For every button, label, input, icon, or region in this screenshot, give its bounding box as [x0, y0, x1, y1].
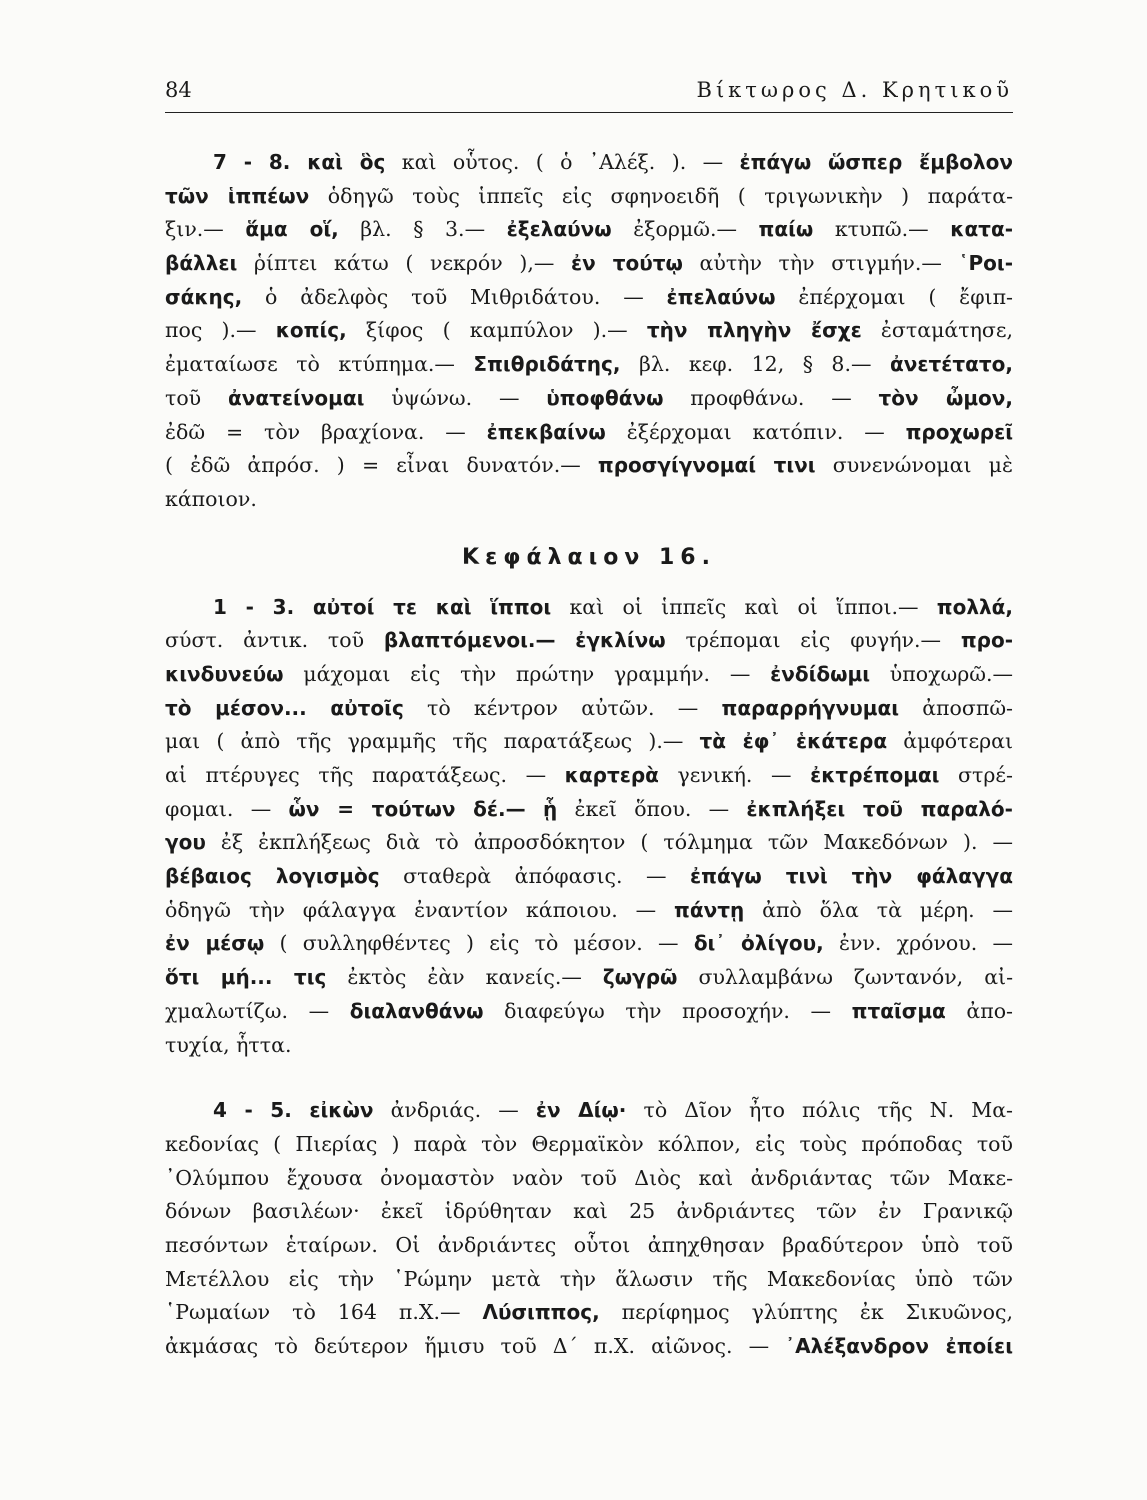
text-line: [165, 961, 1013, 995]
gloss: ἐπέρχομαι ( ἔφιπ-: [775, 284, 1013, 309]
text-line: [165, 1094, 1013, 1128]
commentary-section-4-5: [165, 1094, 1013, 1364]
lemma: ἐγκλίνω: [575, 628, 666, 653]
gloss: ἀκμάσας τὸ δεύτερον ἥμισυ τοῦ Δ΄ π.Χ. αἰῶνος. —: [165, 1334, 786, 1358]
gloss: ἐξορμῶ.—: [611, 217, 759, 242]
text-line: [165, 281, 1013, 315]
gloss: ἐξέρχομαι κατόπιν. —: [605, 419, 906, 444]
text-line: [165, 624, 1013, 658]
gloss: ἐματαίωσε τὸ κτύπημα.—: [165, 352, 474, 377]
gloss: σταθερὰ ἀπόφασις. —: [379, 864, 691, 889]
gloss: κεδονίας ( Πιερίας ) παρὰ τὸν Θερμαϊκὸν κόλπον, εἰς τοὺς πρόποδας τοῦ: [165, 1131, 1013, 1156]
text-line: [165, 725, 1013, 759]
gloss: περίφημος γλύπτης ἐκ Σικυῶνος,: [599, 1300, 1013, 1325]
lemma: ἐν μέσῳ: [165, 931, 265, 956]
text-line: [165, 793, 1013, 827]
gloss: συλλαμβάνω ζωντανόν, αἰ-: [677, 965, 1013, 990]
lemma: ὅτι μή... τις: [165, 965, 327, 990]
lemma: ἐπεκβαίνω: [486, 419, 606, 444]
gloss: καὶ οὗτος. ( ὁ ᾿Αλέξ. ). —: [385, 150, 740, 174]
text-line: [165, 382, 1013, 416]
lemma: ᾿Αλέξανδρον ἐποίει: [785, 1334, 1013, 1358]
lemma: ἀνετέτατο,: [889, 352, 1013, 377]
gloss: ἐκεῖ ὅπου. —: [557, 796, 747, 821]
lemma: ἅμα οἵ,: [245, 217, 339, 242]
gloss: ἀμφότεραι: [887, 729, 1013, 754]
lemma: τὸ μέσον... αὐτοῖς: [165, 695, 404, 720]
gloss: τρέπομαι εἰς φυγήν.—: [665, 628, 961, 653]
lemma: ἐπελαύνω: [666, 284, 776, 309]
lemma: πολλά,: [936, 594, 1013, 619]
gloss: τυχία, ἧττα.: [165, 1032, 292, 1057]
gloss: μάχομαι εἰς τὴν πρώτην γραμμήν. —: [283, 661, 771, 686]
text-line: [165, 995, 1013, 1029]
text-line: [165, 314, 1013, 348]
gloss: πεσόντων ἑταίρων. Οἱ ἀνδριάντες οὗτοι ἀπηχθησαν βραδύτερον ὑπὸ τοῦ: [165, 1232, 1013, 1257]
lemma: Λύσιππος,: [482, 1300, 600, 1325]
gloss: ἐξ ἐκπλήξεως διὰ τὸ ἀπροσδόκητον ( τόλμημα τῶν Μακεδόνων ). —: [205, 830, 1013, 855]
text-line: [165, 927, 1013, 961]
gloss: τοῦ: [165, 385, 228, 410]
gloss: γενική. —: [658, 763, 811, 787]
gloss: ᾿Ολύμπου ἔχουσα ὀνομαστὸν ναὸν τοῦ Διὸς καὶ ἀνδριάντας τῶν Μακε-: [165, 1165, 1013, 1190]
lemma: γου: [165, 830, 206, 855]
gloss: συνενώνομαι μὲ: [815, 453, 1013, 478]
lemma: 7 - 8. καὶ ὃς: [213, 150, 386, 174]
chapter-heading: Κεφάλαιον 16.: [462, 544, 716, 570]
lemma: προχωρεῖ: [905, 419, 1013, 444]
page-header: [165, 78, 1013, 113]
gloss: ( ἐδῶ ἀπρόσ. ) = εἶναι δυνατόν.—: [165, 453, 598, 478]
gloss: ἐκτὸς ἐὰν κανείς.—: [326, 965, 603, 990]
gloss: ὑποχωρῶ.—: [870, 661, 1013, 686]
gloss: στρέ-: [939, 763, 1013, 787]
gloss: ὁδηγῶ τὴν φάλαγγα ἐναντίον κάποιου. —: [165, 897, 675, 922]
commentary-section-1-3: [165, 591, 1013, 1063]
gloss: Μετέλλου εἰς τὴν ῾Ρώμην μετὰ τὴν ἅλωσιν τῆς Μακεδονίας ὑπὸ τῶν: [165, 1266, 1013, 1291]
lemma: Σπιθριδάτης,: [473, 352, 621, 377]
text-line: [165, 449, 1013, 483]
text-line: [165, 247, 1013, 281]
gloss: ἐσταμάτησε,: [861, 318, 1013, 343]
gloss: ἀπὸ ὅλα τὰ μέρη. —: [744, 897, 1013, 922]
lemma: ἀνατείνομαι: [227, 385, 365, 410]
gloss: πος ).—: [165, 318, 276, 343]
lemma: βλαπτόμενοι.—: [383, 628, 556, 653]
text-line: [165, 894, 1013, 928]
text-line: [165, 860, 1013, 894]
gloss: ἀνδριάς. —: [373, 1098, 536, 1123]
lemma: ᾗ: [542, 796, 558, 821]
text-line: [165, 591, 1013, 625]
lemma: τὸν ὦμον,: [878, 385, 1013, 410]
gloss: φομαι. —: [165, 796, 289, 821]
gloss: μαι ( ἀπὸ τῆς γραμμῆς τῆς παρατάξεως ).—: [165, 729, 700, 754]
lemma: καρτερὰ: [564, 763, 659, 787]
text-line: [165, 483, 1013, 517]
gloss: κάποιον.: [165, 486, 257, 511]
gloss: ξιν.—: [165, 217, 246, 242]
gloss: ξίφος ( καμπύλον ).—: [346, 318, 647, 343]
lemma: προ-: [960, 628, 1013, 653]
lemma: πάντῃ: [674, 897, 745, 922]
lemma: ἐν Δίῳ·: [535, 1098, 627, 1123]
gloss: ( συλληφθέντες ) εἰς τὸ μέσον. —: [264, 931, 694, 956]
text-line: [165, 1296, 1013, 1330]
lemma: ἐνδίδωμι: [770, 661, 871, 686]
text-line: [165, 416, 1013, 450]
text-line: [165, 658, 1013, 692]
lemma: κατα-: [950, 217, 1013, 242]
gloss: [555, 628, 575, 652]
text-line: [165, 1330, 1013, 1364]
lemma: παίω: [758, 217, 814, 242]
lemma: ἐξελαύνω: [506, 217, 612, 242]
running-title: Βίκτωρος Δ. Κρητικοῦ: [696, 78, 1013, 102]
gloss: ἀπο-: [945, 998, 1013, 1023]
lemma: προσγίγνομαί τινι: [597, 453, 816, 478]
lemma: ἐπάγω τινὶ τὴν φάλαγγα: [690, 864, 1013, 889]
commentary-section-7-8: [165, 146, 1013, 517]
lemma: τῶν ἱππέων: [165, 183, 310, 208]
text-line: [165, 1229, 1013, 1263]
gloss: ῥίπτει κάτω ( νεκρόν ),—: [237, 251, 571, 276]
gloss: σύστ. ἀντικ. τοῦ: [165, 628, 384, 653]
text-line: [165, 1128, 1013, 1162]
lemma: ἐκπλήξει τοῦ παραλό-: [746, 796, 1013, 821]
text-line: [165, 1029, 1013, 1063]
text-line: [165, 146, 1013, 180]
text-line: [165, 1263, 1013, 1297]
lemma: ἐπάγω ὥσπερ ἔμβολον: [739, 150, 1013, 174]
lemma: ῾Ροι-: [958, 251, 1013, 276]
gloss: βλ. κεφ. 12, § 8.—: [620, 352, 890, 377]
gloss: ὁ ἀδελφὸς τοῦ Μιθριδάτου. —: [242, 284, 667, 309]
gloss: δόνων βασιλέων· ἐκεῖ ἱδρύθηταν καὶ 25 ἀνδριάντες τῶν ἐν Γρανικῷ: [165, 1199, 1013, 1224]
text-line: [165, 348, 1013, 382]
lemma: ὧν = τούτων δέ.—: [288, 796, 526, 821]
text-line: [165, 759, 1013, 793]
lemma: παραρρήγνυμαι: [721, 695, 899, 720]
lemma: τὴν πληγὴν ἔσχε: [646, 318, 862, 343]
gloss: κτυπῶ.—: [813, 217, 951, 242]
gloss: καὶ οἱ ἱππεῖς καὶ οἱ ἵπποι.—: [551, 594, 937, 619]
gloss: [526, 797, 543, 821]
body-text: [165, 146, 1013, 1364]
gloss: ὁδηγῶ τοὺς ἱππεῖς εἰς σφηνοειδῆ ( τριγωνικὴν ) παράτα-: [309, 183, 1013, 208]
text-line: [165, 1162, 1013, 1196]
lemma: διαλανθάνω: [349, 998, 484, 1023]
lemma: βέβαιος λογισμὸς: [165, 864, 380, 889]
gloss: χμαλωτίζω. —: [165, 998, 350, 1023]
lemma: πταῖσμα: [851, 998, 946, 1023]
gloss: ὑψώνω. —: [364, 385, 547, 410]
gloss: αἱ πτέρυγες τῆς παρατάξεως. —: [165, 763, 565, 787]
lemma: ἐν τούτῳ: [570, 251, 683, 276]
lemma: 1 - 3. αὐτοί τε καὶ ἵπποι: [213, 594, 552, 619]
gloss: τὸ Δῖον ἦτο πόλις τῆς Ν. Μα-: [626, 1098, 1013, 1123]
lemma: ζωγρῶ: [602, 965, 678, 990]
lemma: βάλλει: [165, 251, 238, 276]
section-gap: [165, 1062, 1013, 1094]
text-line: [165, 692, 1013, 726]
lemma: κινδυνεύω: [165, 661, 284, 686]
text-line: [165, 213, 1013, 247]
lemma: τὰ ἐφ᾿ ἑκάτερα: [699, 729, 888, 754]
text-line: [165, 1195, 1013, 1229]
gloss: αὐτὴν τὴν στιγμήν.—: [682, 251, 959, 276]
gloss: ἐδῶ = τὸν βραχίονα. —: [165, 419, 487, 444]
lemma: ὑποφθάνω: [546, 385, 664, 410]
lemma: 4 - 5. εἰκὼν: [213, 1098, 374, 1123]
gloss: ῾Ρωμαίων τὸ 164 π.Χ.—: [165, 1300, 483, 1325]
page-number: 84: [165, 78, 192, 102]
text-line: [165, 180, 1013, 214]
gloss: τὸ κέντρον αὐτῶν. —: [403, 695, 722, 720]
gloss: προφθάνω. —: [663, 385, 879, 410]
text-line: [165, 826, 1013, 860]
gloss: βλ. § 3.—: [338, 217, 507, 242]
lemma: κοπίς,: [275, 318, 347, 343]
gloss: διαφεύγω τὴν προσοχήν. —: [483, 998, 852, 1023]
gloss: ἀποσπῶ-: [899, 695, 1013, 720]
lemma: σάκης,: [165, 284, 243, 309]
lemma: δι᾿ ὀλίγου,: [693, 931, 824, 956]
lemma: ἐκτρέπομαι: [810, 763, 940, 787]
gloss: ἐνν. χρόνου. —: [823, 931, 1013, 956]
